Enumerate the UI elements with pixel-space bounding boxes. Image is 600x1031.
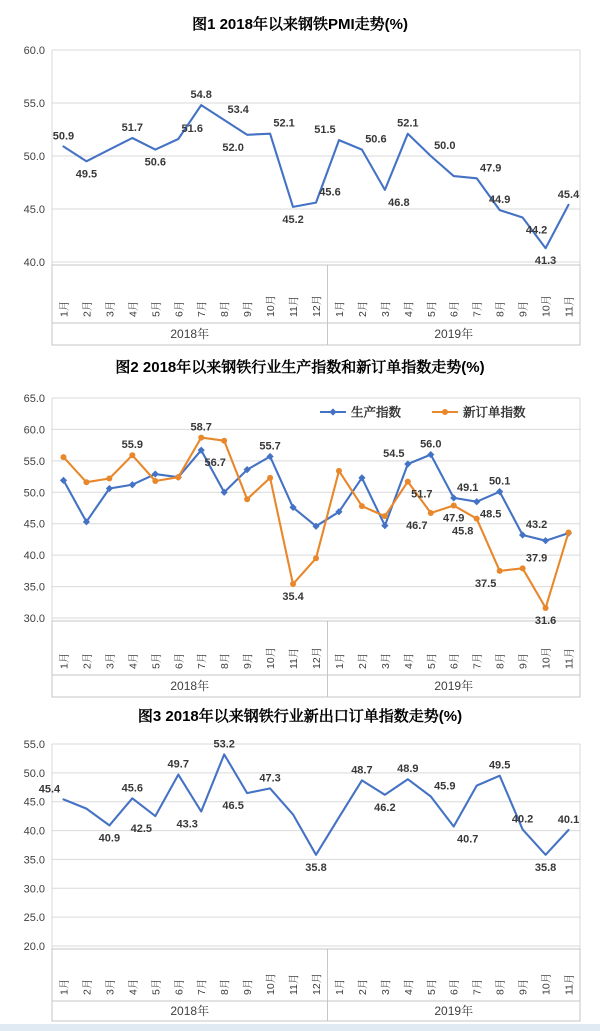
x-axis-month-label: 3月: [379, 652, 392, 669]
data-point-label: 35.4: [282, 591, 304, 604]
data-point-label: 56.7: [204, 457, 226, 470]
legend-item-新订单指数: [432, 405, 526, 420]
legend-marker: [442, 409, 448, 415]
x-axis-month-label: 5月: [150, 652, 163, 669]
data-point-marker: [198, 435, 204, 441]
data-point-label: 45.9: [434, 780, 456, 793]
x-axis-month-label: 3月: [104, 978, 117, 995]
x-axis-month-label: 3月: [379, 300, 392, 317]
x-axis-month-label: 6月: [448, 652, 461, 669]
data-point-label: 37.5: [474, 577, 497, 590]
x-axis-month-label: 8月: [219, 652, 232, 669]
x-axis-month-label: 6月: [448, 300, 461, 317]
data-point-label: 55.7: [259, 440, 281, 453]
data-point-marker: [221, 438, 227, 444]
x-axis-month-label: 11月: [563, 973, 576, 995]
x-axis-month-label: 3月: [104, 300, 117, 317]
plot-area-3: [24, 738, 580, 1021]
data-point-label: 49.1: [457, 481, 479, 494]
y-axis-tick-label: 20.0: [23, 941, 45, 953]
x-axis-month-label: 6月: [173, 300, 186, 317]
x-axis-month-label: 8月: [219, 300, 232, 317]
data-point-marker: [404, 460, 411, 467]
chart3-export-orders-title: 图3 2018年以来钢铁行业新出口订单指数走势(%): [137, 707, 463, 725]
data-point-marker: [152, 470, 159, 477]
data-point-label: 48.7: [351, 764, 373, 777]
x-axis-month-label: 5月: [425, 300, 438, 317]
x-axis-month-label: 11月: [563, 295, 576, 317]
year-axis-box: [52, 675, 580, 697]
x-axis-month-label: 10月: [540, 972, 553, 995]
x-axis-year-label-2019: 2019年: [434, 327, 474, 341]
data-point-marker: [267, 475, 273, 481]
data-point-marker: [381, 522, 388, 529]
chart3-export-orders-line-chart: [0, 730, 600, 1024]
y-axis-tick-label: 55.0: [23, 98, 45, 110]
x-axis-month-label: 9月: [517, 978, 530, 995]
data-point-label: 43.3: [176, 818, 198, 831]
data-point-label: 48.9: [397, 763, 419, 776]
x-axis-month-label: 3月: [379, 978, 392, 995]
y-axis-tick-label: 45.0: [23, 796, 45, 809]
data-point-label: 58.7: [190, 421, 212, 434]
x-axis-month-label: 1月: [58, 652, 71, 669]
x-axis-month-label: 2月: [356, 652, 369, 669]
plot-area-1: [24, 45, 581, 345]
data-point-marker: [520, 565, 526, 571]
data-point-marker: [336, 468, 342, 474]
data-point-marker: [519, 531, 526, 538]
data-point-label: 46.8: [388, 196, 410, 209]
x-axis-month-label: 11月: [288, 647, 301, 669]
data-point-label: 44.9: [488, 194, 511, 207]
y-axis-tick-label: 40.0: [23, 257, 45, 269]
x-axis-year-label-2019: 2019年: [434, 1004, 474, 1018]
y-axis-tick-label: 50.0: [23, 487, 45, 500]
legend-label: 新订单指数: [463, 405, 526, 420]
data-point-label: 48.5: [479, 508, 502, 521]
data-point-label: 45.4: [557, 188, 580, 201]
data-point-marker: [543, 605, 549, 611]
x-axis-month-label: 4月: [402, 978, 415, 995]
data-point-marker: [428, 510, 434, 516]
x-axis-year-label-2018: 2018年: [170, 1004, 210, 1018]
data-point-marker: [359, 503, 365, 509]
x-axis-month-label: 10月: [265, 646, 278, 669]
y-axis-tick-label: 55.0: [23, 739, 45, 751]
data-point-label: 50.6: [144, 156, 167, 169]
data-point-marker: [244, 496, 250, 502]
x-axis-month-label: 10月: [540, 294, 553, 317]
y-axis-tick-label: 45.0: [23, 518, 45, 531]
data-point-label: 51.5: [314, 124, 336, 137]
y-axis-tick-label: 45.0: [23, 204, 45, 216]
chart-figure-1: [0, 0, 600, 348]
chart1-title: 图1 2018年以来钢铁PMI走势(%): [192, 15, 408, 33]
data-point-label: 45.6: [121, 782, 144, 795]
data-point-marker: [497, 568, 503, 574]
x-axis-month-label: 7月: [196, 978, 209, 995]
x-axis-month-label: 7月: [471, 300, 484, 317]
data-point-label: 54.8: [190, 89, 212, 102]
data-point-marker: [382, 513, 388, 519]
chart-figure-3: [0, 700, 600, 1024]
data-point-label: 52.0: [222, 141, 244, 154]
data-point-label: 40.9: [98, 832, 121, 845]
data-point-label: 47.3: [259, 772, 281, 785]
x-axis-month-label: 5月: [425, 652, 438, 669]
x-axis-month-label: 7月: [471, 652, 484, 669]
y-axis-tick-label: 55.0: [23, 455, 45, 468]
x-axis-month-label: 11月: [288, 295, 301, 317]
x-axis-year-label-2018: 2018年: [170, 327, 210, 341]
data-point-marker: [129, 481, 136, 488]
x-axis-month-label: 4月: [402, 300, 415, 317]
data-point-label: 35.8: [305, 861, 327, 874]
x-axis-month-label: 12月: [311, 294, 323, 317]
data-point-label: 50.1: [488, 475, 511, 488]
y-axis-tick-label: 50.0: [23, 767, 45, 780]
data-point-marker: [290, 581, 296, 587]
data-point-marker: [60, 454, 66, 460]
data-point-label: 40.7: [457, 833, 479, 846]
data-point-label: 40.2: [511, 813, 534, 826]
x-axis-month-label: 9月: [517, 300, 530, 317]
x-axis-month-label: 5月: [150, 300, 163, 317]
data-point-label: 31.6: [534, 614, 557, 627]
y-axis-tick-label: 65.0: [23, 393, 45, 405]
chart-figure-2: [0, 348, 600, 700]
data-point-marker: [152, 478, 158, 484]
x-axis-month-label: 4月: [127, 978, 140, 995]
x-axis-month-label: 4月: [402, 652, 415, 669]
data-point-marker: [542, 537, 549, 544]
x-axis-month-label: 4月: [127, 300, 140, 317]
x-axis-month-label: 9月: [242, 978, 255, 995]
data-point-label: 53.4: [227, 103, 249, 116]
x-axis-month-label: 1月: [58, 978, 71, 995]
x-axis-month-label: 11月: [288, 973, 301, 995]
chart1-pmi-line-chart: [0, 40, 600, 348]
data-point-marker: [405, 479, 411, 485]
x-axis-month-label: 9月: [242, 652, 255, 669]
x-axis-month-label: 7月: [196, 300, 209, 317]
x-axis-month-label: 4月: [127, 652, 140, 669]
x-axis-month-label: 1月: [58, 300, 71, 317]
data-point-label: 46.5: [222, 800, 244, 813]
x-axis-month-label: 5月: [150, 978, 163, 995]
x-axis-month-label: 8月: [494, 300, 507, 317]
data-point-marker: [106, 475, 112, 481]
x-axis-month-label: 8月: [219, 978, 232, 995]
legend-marker: [329, 408, 336, 415]
data-point-label: 35.8: [534, 861, 557, 874]
y-axis-tick-label: 35.0: [23, 854, 45, 867]
x-axis-month-label: 9月: [242, 300, 255, 317]
data-point-label: 45.8: [451, 525, 474, 538]
data-point-label: 50.9: [52, 130, 75, 143]
x-axis-year-label-2019: 2019年: [434, 679, 474, 693]
data-point-label: 47.9: [443, 512, 465, 525]
data-point-label: 54.5: [383, 448, 405, 460]
y-axis-tick-label: 35.0: [23, 581, 45, 594]
data-point-label: 51.7: [121, 121, 144, 134]
x-axis-month-label: 10月: [540, 646, 553, 669]
year-axis-box: [52, 1001, 580, 1021]
x-axis-month-label: 12月: [311, 972, 323, 995]
data-point-label: 52.1: [273, 117, 295, 130]
data-point-marker: [451, 502, 457, 508]
x-axis-month-label: 1月: [333, 978, 346, 995]
data-point-label: 45.6: [319, 186, 341, 199]
data-point-label: 50.0: [434, 140, 456, 152]
legend-label: 生产指数: [351, 405, 402, 420]
data-point-label: 49.5: [488, 759, 511, 772]
data-point-label: 52.1: [397, 117, 419, 130]
x-axis-month-label: 2月: [81, 300, 94, 317]
x-axis-month-label: 6月: [448, 978, 461, 995]
data-point-marker: [83, 479, 89, 485]
data-point-label: 56.0: [420, 438, 442, 451]
year-axis-box: [52, 323, 580, 345]
x-axis-month-label: 2月: [81, 652, 94, 669]
data-point-label: 43.2: [525, 519, 548, 532]
data-point-marker: [313, 555, 319, 561]
data-point-marker: [175, 474, 181, 480]
x-axis-month-label: 9月: [517, 652, 530, 669]
x-axis-month-label: 10月: [265, 972, 278, 995]
data-point-label: 53.2: [213, 738, 235, 751]
x-axis-month-label: 7月: [471, 978, 484, 995]
x-axis-month-label: 2月: [356, 978, 369, 995]
chart2-title: 图2 2018年以来钢铁行业生产指数和新订单指数走势(%): [115, 358, 485, 376]
data-point-label: 37.9: [525, 552, 548, 565]
x-axis-month-label: 6月: [173, 978, 186, 995]
x-axis-month-label: 8月: [494, 978, 507, 995]
x-axis-month-label: 10月: [265, 294, 278, 317]
y-axis-tick-label: 30.0: [23, 613, 45, 625]
x-axis-month-label: 11月: [563, 647, 576, 669]
data-point-label: 47.9: [479, 162, 502, 175]
data-point-label: 45.2: [282, 213, 304, 226]
x-axis-month-label: 12月: [311, 646, 323, 669]
data-point-label: 49.5: [75, 168, 98, 181]
data-point-marker: [474, 516, 480, 522]
y-axis-tick-label: 25.0: [23, 912, 45, 925]
x-axis-month-label: 1月: [333, 300, 346, 317]
x-axis-month-label: 2月: [81, 978, 94, 995]
data-point-marker: [566, 530, 572, 536]
x-axis-month-label: 6月: [173, 652, 186, 669]
plot-area-2: [24, 393, 580, 697]
data-point-label: 46.7: [406, 520, 428, 533]
data-point-label: 45.4: [38, 783, 61, 796]
y-axis-tick-label: 50.0: [23, 151, 45, 163]
data-point-label: 51.6: [181, 123, 203, 136]
x-axis-month-label: 2月: [356, 300, 369, 317]
data-point-label: 51.7: [411, 488, 433, 501]
x-axis-month-label: 7月: [196, 652, 209, 669]
data-point-label: 49.7: [167, 758, 189, 771]
data-point-label: 40.1: [557, 813, 580, 826]
x-axis-month-label: 5月: [425, 978, 438, 995]
legend-item-生产指数: [320, 405, 402, 420]
data-point-label: 46.2: [374, 801, 396, 814]
data-point-marker: [129, 452, 135, 458]
data-point-label: 44.2: [525, 224, 548, 237]
x-axis-month-label: 8月: [494, 652, 507, 669]
chart2-production-neworders-line-chart: [0, 384, 600, 700]
y-axis-tick-label: 60.0: [23, 45, 45, 57]
y-axis-tick-label: 30.0: [23, 883, 45, 896]
data-point-label: 55.9: [121, 439, 144, 452]
y-axis-tick-label: 40.0: [23, 825, 45, 838]
y-axis-tick-label: 60.0: [23, 424, 45, 437]
x-axis-month-label: 1月: [333, 652, 346, 669]
y-axis-tick-label: 40.0: [23, 550, 45, 563]
data-point-label: 42.5: [130, 823, 153, 836]
data-point-marker: [473, 498, 480, 505]
x-axis-year-label-2018: 2018年: [170, 679, 210, 693]
data-point-label: 50.6: [365, 133, 387, 146]
x-axis-month-label: 3月: [104, 652, 117, 669]
data-point-label: 41.3: [534, 255, 557, 268]
